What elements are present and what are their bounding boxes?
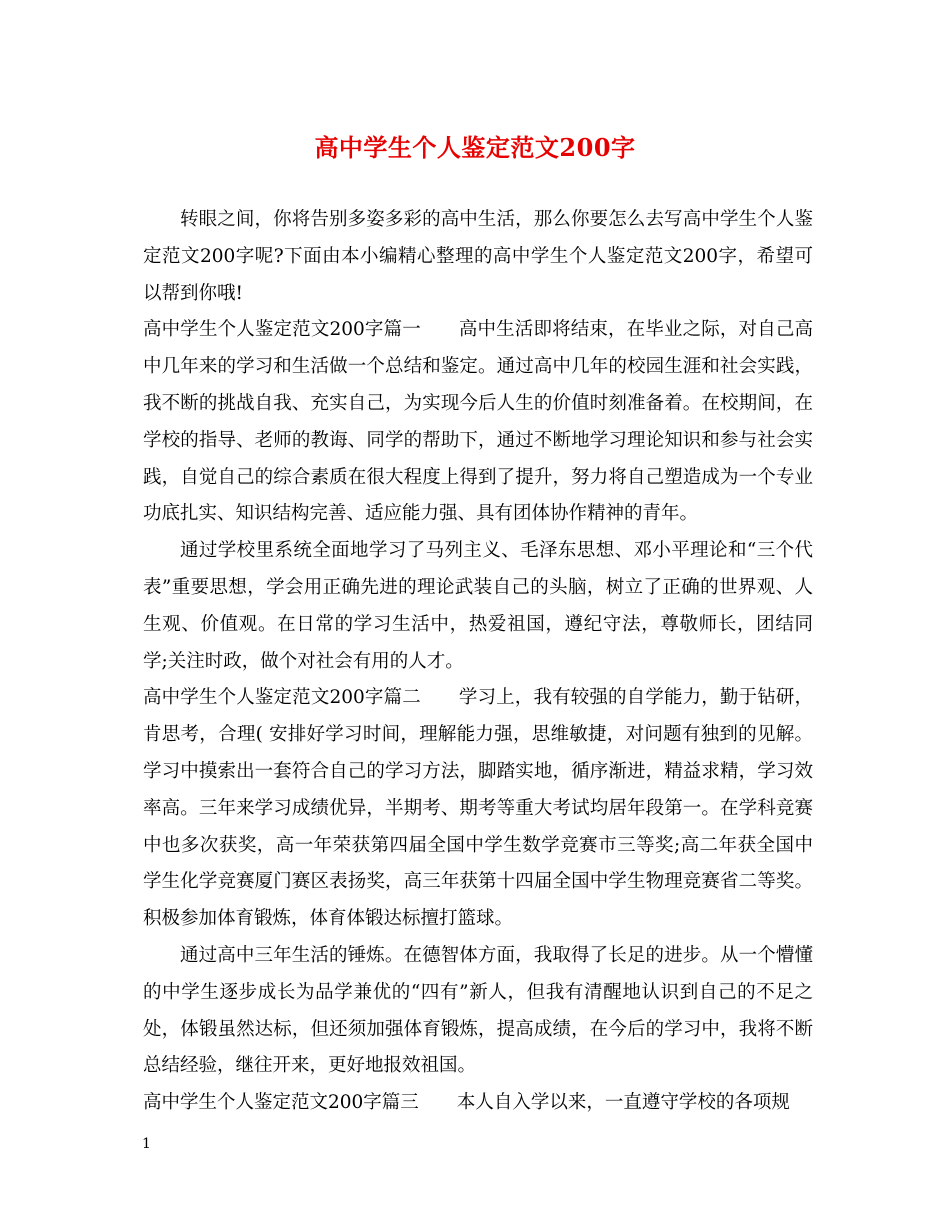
intro-paragraph: 转眼之间，你将告别多姿多彩的高中生活，那么你要怎么去写高中学生个人鉴定范文200字呢?下面由本小编精心整理的高中学生个人鉴定范文200字，希望可以帮到你哦! xyxy=(143,209,813,304)
section-1-text: 高中生活即将结束，在毕业之际，对自己高中几年来的学习和生活做一个总结和鉴定。通过高中几年的校园生涯和社会实践，我不断的挑战自我、充实自己，为实现今后人生的价值时刻准备着。在校期间，在学校的指导、老师的教诲、同学的帮助下，通过不断地学习理论知识和参与社会实践，自觉自己的综合素质在很大程度上得到了提升，努力将自己塑造成为一个专业功底扎实、知识结构完善、适应能力强、具有团体协作精神的青年。 xyxy=(143,319,813,525)
section-3-paragraph xyxy=(143,1085,813,1122)
document-body xyxy=(143,202,813,1122)
document-title: 高中学生个人鉴定范文200字 xyxy=(314,133,636,162)
section-1-paragraph-2: 通过学校里系统全面地学习了马列主义、毛泽东思想、邓小平理论和“三个代表”重要思想，学会用正确先进的理论武装自己的头脑，树立了正确的世界观、人生观、价值观。在日常的学习生活中，热爱祖国，遵纪守法，尊敬师长，团结同学;关注时政，做个对社会有用的人才。 xyxy=(143,540,813,672)
section-2-heading: 高中学生个人鉴定范文200字篇二 xyxy=(143,687,421,709)
section-3-text: 本人自入学以来，一直遵守学校的各项规 xyxy=(456,1092,790,1114)
section-1-heading: 高中学生个人鉴定范文200字篇一 xyxy=(143,319,421,341)
section-3-heading: 高中学生个人鉴定范文200字篇三 xyxy=(143,1092,419,1114)
section-2-text: 学习上，我有较强的自学能力，勤于钻研，肯思考，合理( 安排好学习时间，理解能力强，思维敏捷，对问题有独到的见解。学习中摸索出一套符合自己的学习方法，脚踏实地，循序渐进，精益求精，学习效率高。三年来学习成绩优异，半期考、期考等重大考试均居年段第一。在学科竞赛中也多次获奖，高一年荣获第四届全国中学生数学竞赛市三等奖;高二年获全国中学生化学竞赛厦门赛区表扬奖，高三年获第十四届全国中学生物理竞赛省二等奖。积极参加体育锻炼，体育体锻达标擅打篮球。 xyxy=(143,687,813,930)
page-number: 1 xyxy=(142,1136,151,1152)
section-2-paragraph-2: 通过高中三年生活的锤炼。在德智体方面，我取得了长足的进步。从一个懵懂的中学生逐步成长为品学兼优的“四有”新人，但我有清醒地认识到自己的不足之处，体锻虽然达标，但还须加强体育锻炼，提高成绩，在今后的学习中，我将不断总结经验，继往开来，更好地报效祖国。 xyxy=(143,944,813,1077)
section-2-paragraph xyxy=(143,680,813,938)
section-1-paragraph xyxy=(143,312,813,533)
